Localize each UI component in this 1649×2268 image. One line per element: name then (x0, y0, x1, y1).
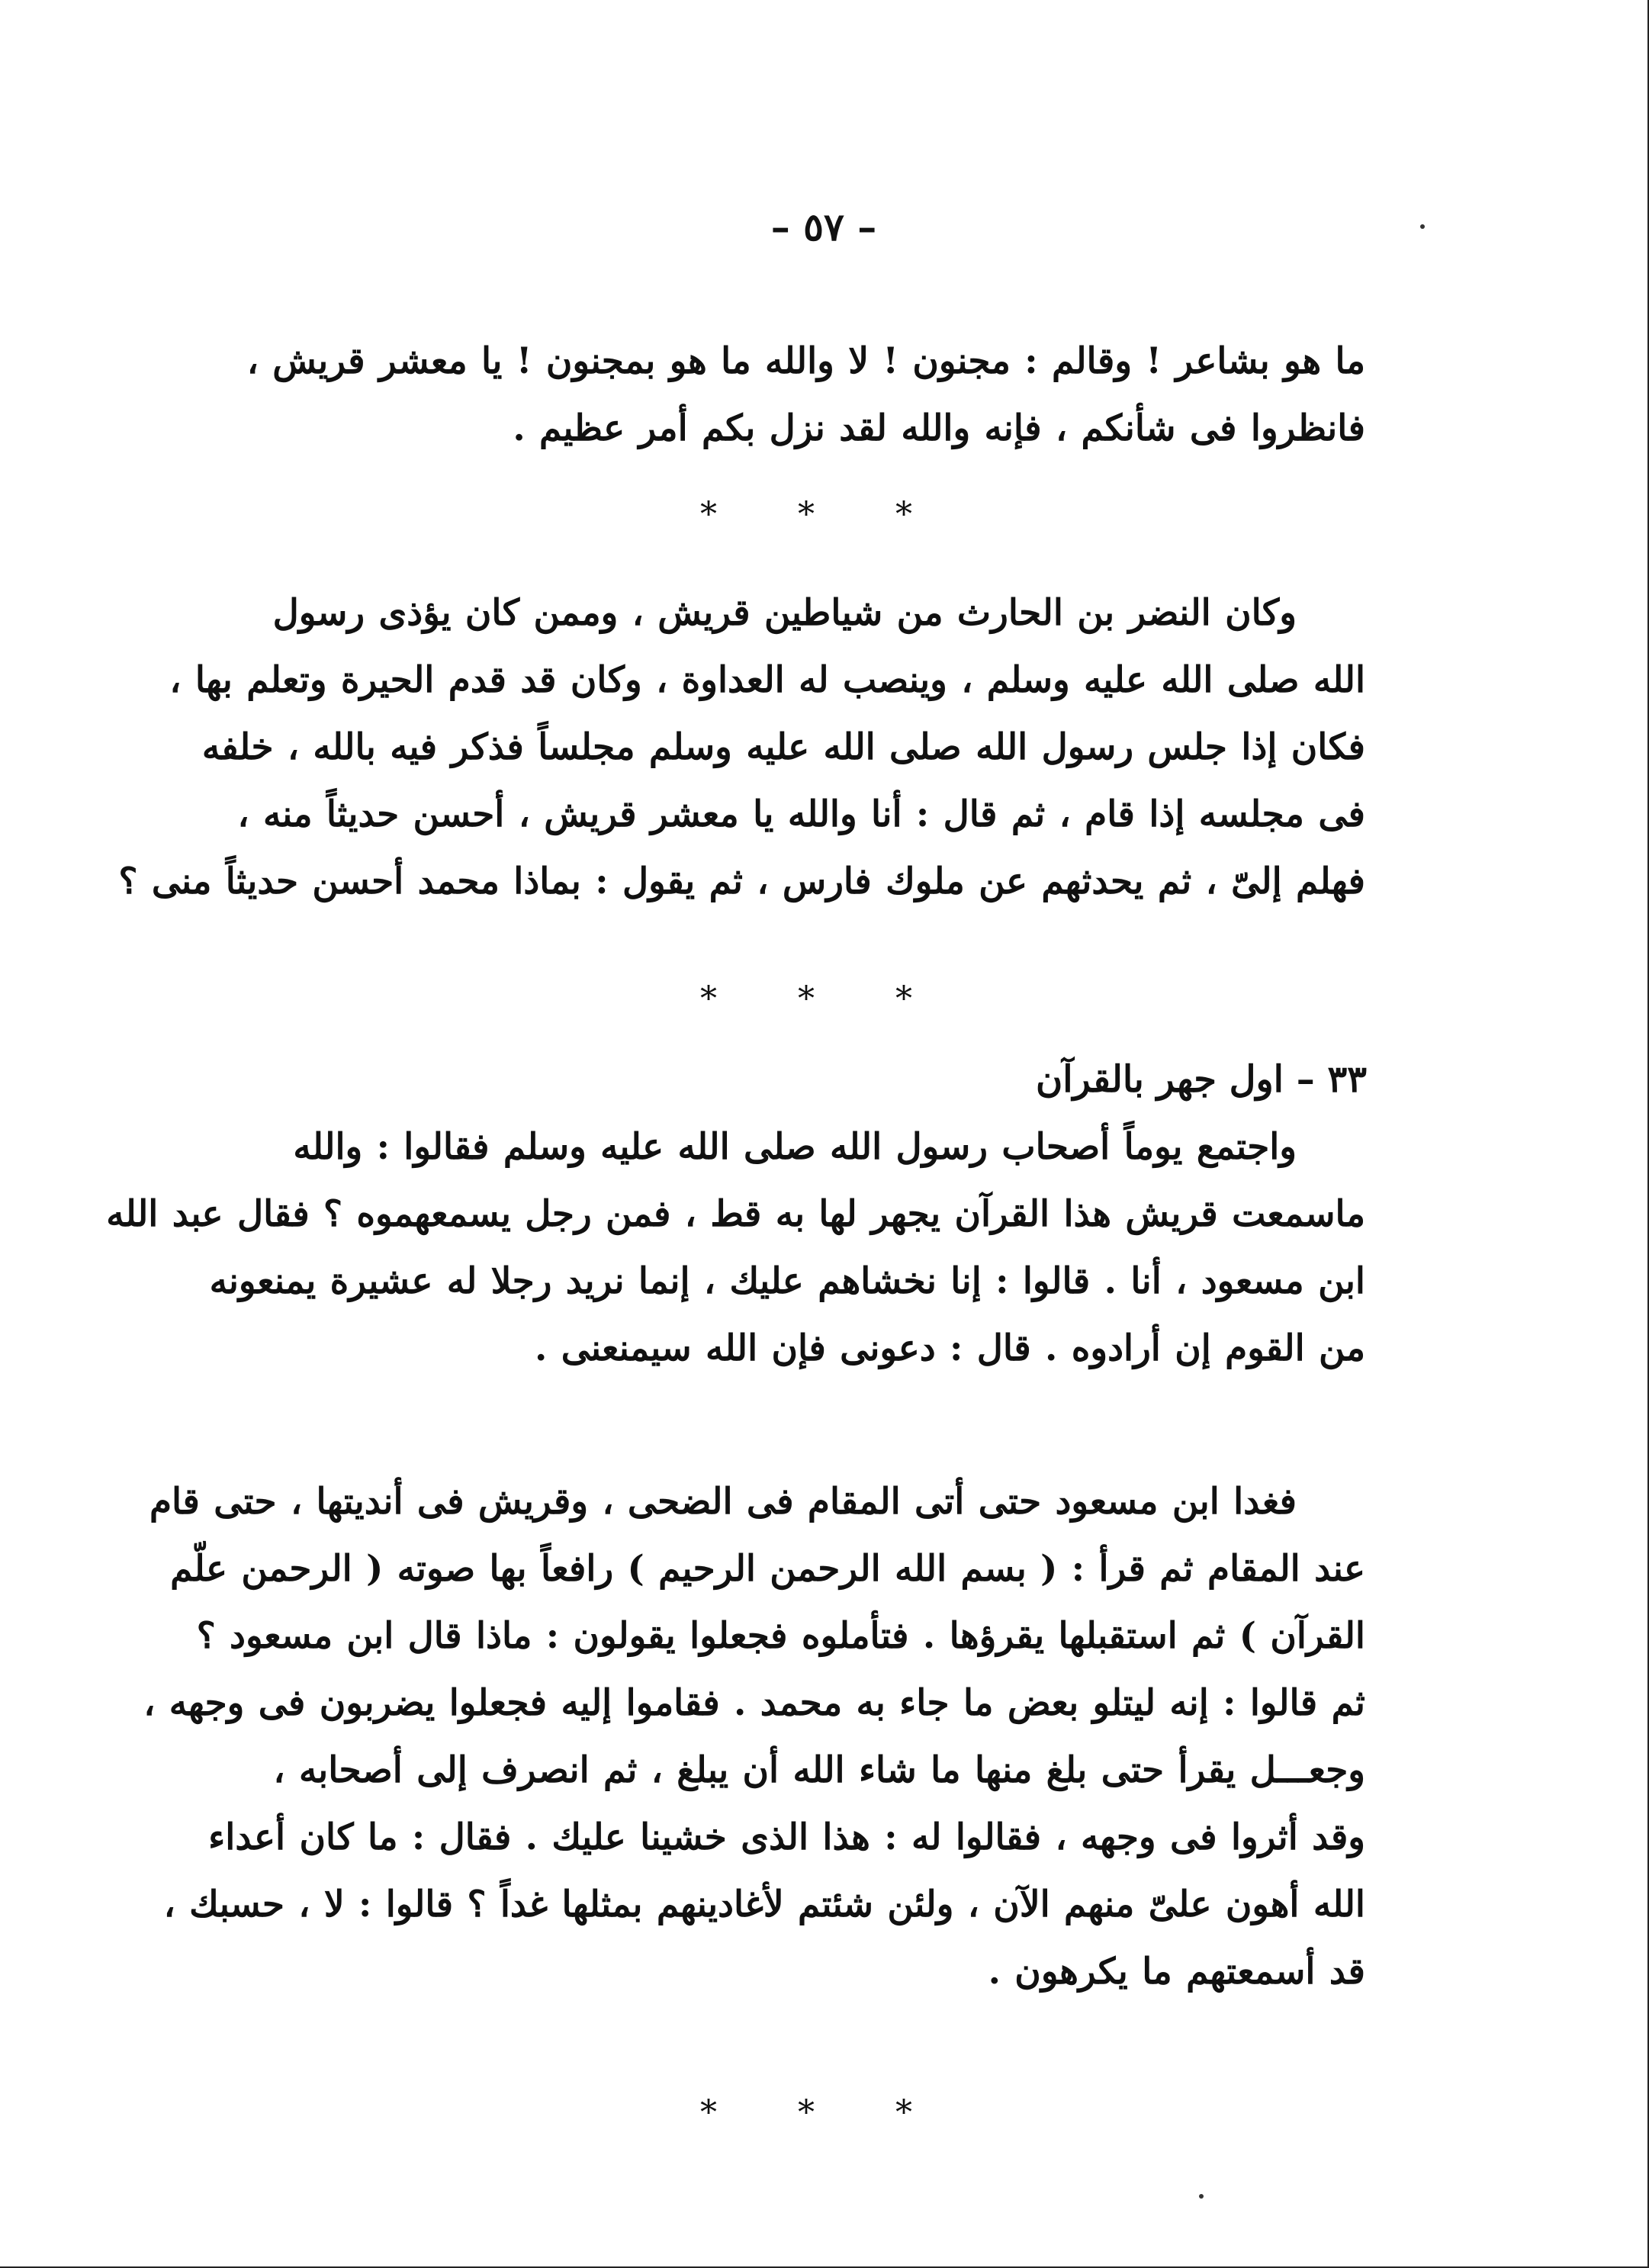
text-line: فانظروا فى شأنكم ، فإنه والله لقد نزل بكم أمر عظيم . (513, 407, 1365, 449)
page-number: – ٥٧ – (770, 204, 877, 249)
paragraph-2 (118, 580, 1365, 915)
text-line: ما هو بشاعر ! وقالم : مجنون ! لا والله ما هو بمجنون ! يا معشر قريش ، (246, 340, 1365, 382)
text-line: فكان إذا جلس رسول الله صلى الله عليه وسلم مجلساً فذكر فيه بالله ، خلفه (201, 726, 1365, 768)
text-line: عند المقام ثم قرأ : ( بسم الله الرحمن الرحيم ) رافعاً بها صوته ( الرحمن علّم (170, 1548, 1365, 1590)
paragraph-1 (244, 328, 1365, 462)
section-separator: * * * (700, 2093, 947, 2132)
text-line: الله صلى الله عليه وسلم ، وينصب له العداوة ، وكان قد قدم الحيرة وتعلم بها ، (169, 659, 1365, 701)
text-line: واجتمع يوماً أصحاب رسول الله صلى الله عليه وسلم فقالوا : والله (293, 1126, 1297, 1168)
scan-speck (1420, 224, 1425, 229)
text-line: الله أهون علىّ منهم الآن ، ولئن شئتم لأغادينهم بمثلها غداً ؟ قالوا : لا ، حسبك ، (163, 1884, 1365, 1925)
text-line: من القوم إن أرادوه . قال : دعونى فإن الله سيمنعنى . (534, 1327, 1365, 1369)
paragraph-4 (143, 1469, 1365, 2006)
text-line: وجعـــل يقرأ حتى بلغ منها ما شاء الله أن يبلغ ، ثم انصرف إلى أصحابه ، (273, 1749, 1365, 1791)
scan-speck (1199, 2194, 1204, 2199)
text-line: ثم قالوا : إنه ليتلو بعض ما جاء به محمد . فقاموا إليه فجعلوا يضربون فى وجهه ، (143, 1682, 1365, 1724)
text-line: وكان النضر بن الحارث من شياطين قريش ، وممن كان يؤذى رسول (272, 592, 1297, 634)
text-line: وقد أثروا فى وجهه ، فقالوا له : هذا الذى خشينا عليك . فقال : ما كان أعداء (208, 1816, 1365, 1858)
text-line: قد أسمعتهم ما يكرهون . (988, 1951, 1365, 1993)
section-separator: * * * (700, 495, 947, 534)
text-line: ابن مسعود ، أنا . قالوا : إنا نخشاهم عليك ، إنما نريد رجلا له عشيرة يمنعونه (209, 1260, 1365, 1302)
section-separator: * * * (700, 980, 947, 1018)
text-line: فهلم إلىّ ، ثم يحدثهم عن ملوك فارس ، ثم يقول : بماذا محمد أحسن حديثاً منى ؟ (118, 861, 1365, 902)
paragraph-3 (106, 1114, 1365, 1382)
text-line: فغدا ابن مسعود حتى أتى المقام فى الضحى ، وقريش فى أنديتها ، حتى قام (149, 1481, 1297, 1523)
text-line: فى مجلسه إذا قام ، ثم قال : أنا والله يا معشر قريش ، أحسن حديثاً منه ، (237, 793, 1365, 835)
section-heading: ٣٣ – اول جهر بالقرآن (1035, 1058, 1367, 1101)
text-line: ماسمعت قريش هذا القرآن يجهر لها به قط ، فمن رجل يسمعهموه ؟ فقال عبد الله (106, 1193, 1365, 1235)
text-line: القرآن ) ثم استقبلها يقرؤها . فتأملوه فجعلوا يقولون : ماذا قال ابن مسعود ؟ (196, 1615, 1365, 1657)
